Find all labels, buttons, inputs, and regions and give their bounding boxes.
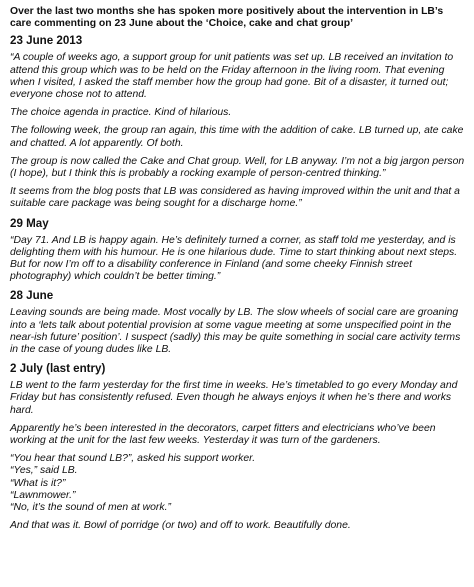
entry-paragraph: The choice agenda in practice. Kind of hilarious.	[10, 107, 232, 119]
dialogue-line: “Yes,” said LB.	[10, 465, 78, 477]
entry-paragraph: “Day 71. And LB is happy again. He’s definitely turned a corner, as staff told me yesterday, and is delighting them with his humour. He is one hilarious dude. Time to start thinking about next steps. But for now I’m off to a disability conference in Finland (and some cheeky Finnish street photography) which couldn’t be better timing.”	[10, 234, 458, 283]
entry-29-may	[10, 217, 466, 284]
dialogue-block	[10, 453, 466, 514]
entry-date: 23 June 2013	[10, 34, 83, 48]
dialogue-line: “No, it’s the sound of men at work.”	[10, 502, 171, 514]
intro-text: Over the last two months she has spoken more positively about the intervention in LB’s care commenting on 23 June about the ‘Choice, cake and chat group’	[10, 6, 444, 30]
entry-paragraph: “A couple of weeks ago, a support group for unit patients was set up. LB received an invitation to attend this group which was to be held on the Friday afternoon in the living room. That evening when I visited, I asked the staff member how the group had gone. Bit of a disaster, it turned out; everyone chose not to attend.	[10, 52, 454, 101]
dialogue-line: “Lawnmower.”	[10, 489, 76, 501]
entry-28-june	[10, 289, 466, 356]
entry-paragraph: The group is now called the Cake and Chat group. Well, for LB anyway. I’m not a big jargon person (I hope), but I think this is probably a rocking example of person-centred thinking.”	[10, 155, 465, 180]
entry-paragraph: LB went to the farm yesterday for the first time in weeks. He’s timetabled to go every Monday and Friday but has consistently refused. Even though he always enjoys it when he’s there and works hard.	[10, 380, 458, 416]
entry-date: 28 June	[10, 289, 54, 303]
entry-paragraph: It seems from the blog posts that LB was considered as having improved within the unit and that a suitable care package was being sought for a discharge home.”	[10, 186, 460, 210]
entry-date: 29 May	[10, 216, 49, 230]
entry-date: 2 July (last entry)	[10, 362, 106, 376]
entry-paragraph: Leaving sounds are being made. Most vocally by LB. The slow wheels of social care are groaning into a ‘lets talk about potential provision at some vague meeting at some unspecified point in the near-ish future’ position’. I suspect (sadly) this may be quite something in social care activity terms in the case of young dudes like LB.	[10, 307, 461, 356]
dialogue-line: “You hear that sound LB?”, asked his support worker.	[10, 453, 256, 465]
closing-line: And that was it. Bowl of porridge (or two) and off to work. Beautifully done.	[10, 520, 351, 532]
dialogue-line: “What is it?”	[10, 477, 66, 489]
entry-23-june-2013	[10, 34, 466, 210]
entry-paragraph: Apparently he’s been interested in the decorators, carpet fitters and electricians who’ve been working at the unit for the last few weeks. Yesterday it was turn of the gardeners.	[10, 422, 436, 447]
entry-2-july	[10, 362, 466, 532]
entry-paragraph: The following week, the group ran again, this time with the addition of cake. LB turned up, ate cake and chatted. A lot apparently. Of both.	[10, 125, 464, 149]
